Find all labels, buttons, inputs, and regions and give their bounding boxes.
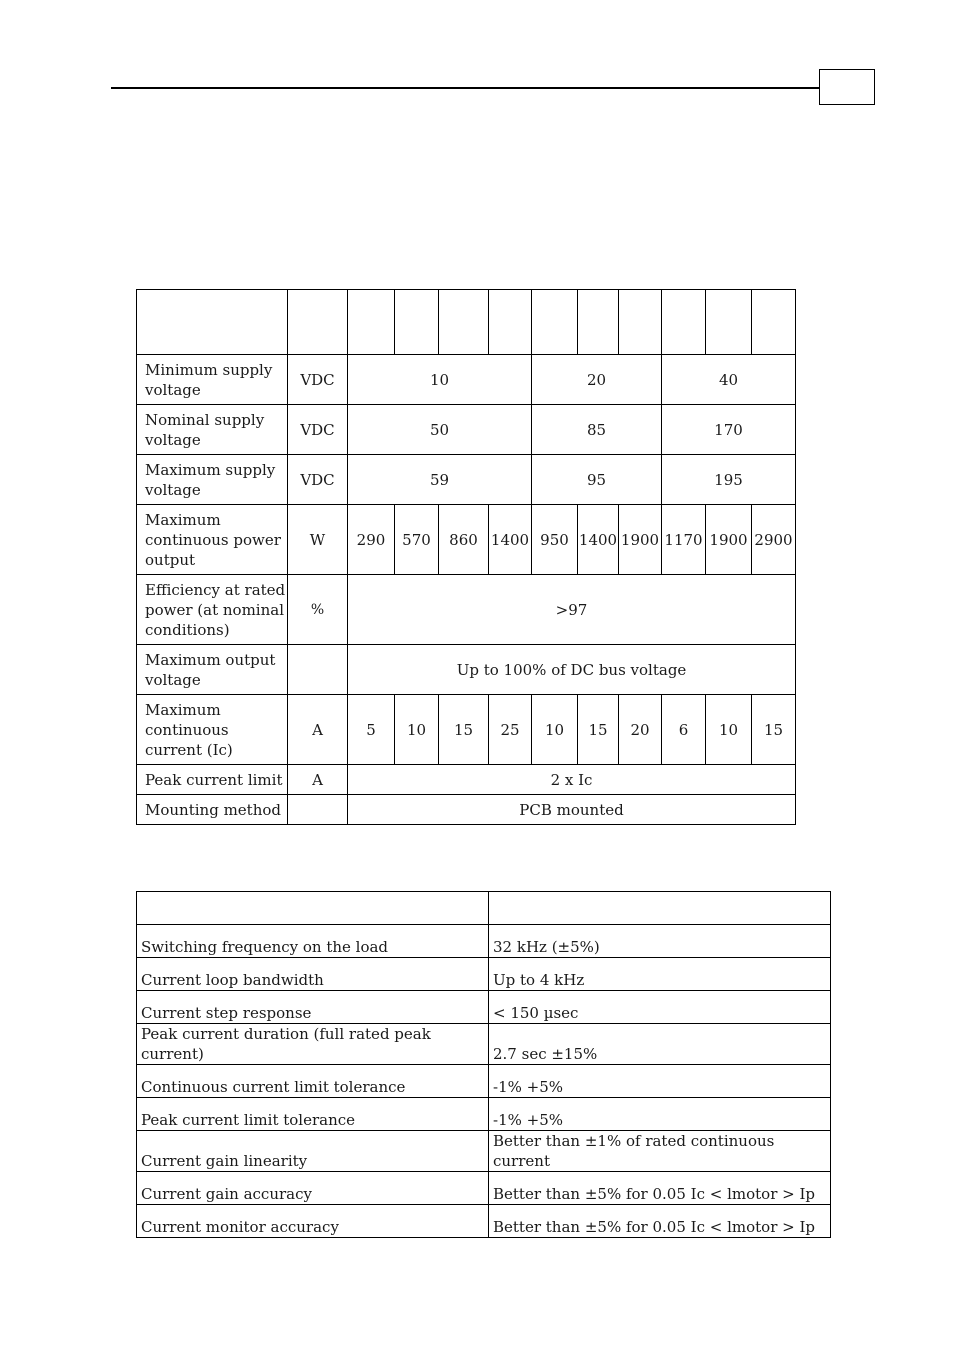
row-label: Maximum output voltage bbox=[137, 645, 288, 695]
value-cell: 85 bbox=[532, 405, 662, 455]
value-cell: PCB mounted bbox=[348, 795, 796, 825]
table-row bbox=[137, 1024, 831, 1065]
header-cell bbox=[137, 290, 288, 355]
value-cell: 20 bbox=[619, 695, 662, 765]
value-cell: 1400 bbox=[489, 505, 532, 575]
value-cell: 2 x Ic bbox=[348, 765, 796, 795]
table-row bbox=[137, 355, 796, 405]
value-cell: 95 bbox=[532, 455, 662, 505]
unit-cell: % bbox=[288, 575, 348, 645]
row-label: Maximum continuous current (Ic) bbox=[137, 695, 288, 765]
header-cell bbox=[578, 290, 619, 355]
table-row bbox=[137, 455, 796, 505]
value-cell: 570 bbox=[395, 505, 439, 575]
table-row bbox=[137, 505, 796, 575]
value-cell: 59 bbox=[348, 455, 532, 505]
value-cell: 25 bbox=[489, 695, 532, 765]
value-cell: 10 bbox=[706, 695, 752, 765]
row-label: Minimum supply voltage bbox=[137, 355, 288, 405]
table-row bbox=[137, 795, 796, 825]
value-cell: 15 bbox=[439, 695, 489, 765]
row-label: Maximum supply voltage bbox=[137, 455, 288, 505]
header-cell bbox=[395, 290, 439, 355]
feature-cell: Continuous current limit tolerance bbox=[137, 1065, 489, 1098]
table-row bbox=[137, 695, 796, 765]
unit-cell bbox=[288, 645, 348, 695]
value-cell: 860 bbox=[439, 505, 489, 575]
value-cell: Up to 100% of DC bus voltage bbox=[348, 645, 796, 695]
value-cell: 32 kHz (±5%) bbox=[489, 925, 831, 958]
value-cell: 2900 bbox=[752, 505, 796, 575]
feature-cell: Current monitor accuracy bbox=[137, 1205, 489, 1238]
value-cell: Better than ±1% of rated continuous current bbox=[489, 1131, 831, 1172]
header-cell bbox=[752, 290, 796, 355]
table-row bbox=[137, 958, 831, 991]
header-rule bbox=[111, 87, 819, 89]
header-cell bbox=[619, 290, 662, 355]
value-cell: -1% +5% bbox=[489, 1065, 831, 1098]
header-cell bbox=[662, 290, 706, 355]
value-cell: 20 bbox=[532, 355, 662, 405]
feature-cell: Current step response bbox=[137, 991, 489, 1024]
value-cell: Better than ±5% for 0.05 Ic < lmotor > Ip bbox=[489, 1205, 831, 1238]
table-row bbox=[137, 1131, 831, 1172]
header-cell bbox=[348, 290, 395, 355]
header-cell bbox=[532, 290, 578, 355]
table-row bbox=[137, 765, 796, 795]
unit-cell: VDC bbox=[288, 355, 348, 405]
table-row bbox=[137, 575, 796, 645]
header-cell bbox=[489, 892, 831, 925]
table-row bbox=[137, 1065, 831, 1098]
feature-cell: Peak current limit tolerance bbox=[137, 1098, 489, 1131]
value-cell: 15 bbox=[578, 695, 619, 765]
table-row bbox=[137, 1205, 831, 1238]
value-cell: 1900 bbox=[619, 505, 662, 575]
table-row bbox=[137, 405, 796, 455]
feature-cell: Current gain linearity bbox=[137, 1131, 489, 1172]
header-cell bbox=[489, 290, 532, 355]
value-cell: Up to 4 kHz bbox=[489, 958, 831, 991]
value-cell: 10 bbox=[532, 695, 578, 765]
row-label: Nominal supply voltage bbox=[137, 405, 288, 455]
table-row bbox=[137, 645, 796, 695]
feature-cell: Switching frequency on the load bbox=[137, 925, 489, 958]
value-cell: 170 bbox=[662, 405, 796, 455]
value-cell: 15 bbox=[752, 695, 796, 765]
value-cell: 195 bbox=[662, 455, 796, 505]
header-cell bbox=[439, 290, 489, 355]
table-row bbox=[137, 1172, 831, 1205]
value-cell: 5 bbox=[348, 695, 395, 765]
value-cell: 6 bbox=[662, 695, 706, 765]
value-cell: 1900 bbox=[706, 505, 752, 575]
header-cell bbox=[137, 892, 489, 925]
ratings-header-row bbox=[137, 290, 796, 355]
value-cell: Better than ±5% for 0.05 Ic < lmotor > Ip bbox=[489, 1172, 831, 1205]
feature-cell: Current gain accuracy bbox=[137, 1172, 489, 1205]
ratings-table bbox=[136, 289, 796, 825]
value-cell: < 150 µsec bbox=[489, 991, 831, 1024]
value-cell: 1400 bbox=[578, 505, 619, 575]
page-number-box bbox=[819, 69, 875, 105]
unit-cell: A bbox=[288, 765, 348, 795]
unit-cell: VDC bbox=[288, 455, 348, 505]
row-label: Mounting method bbox=[137, 795, 288, 825]
performance-table bbox=[136, 891, 831, 1238]
row-label: Maximum continuous power output bbox=[137, 505, 288, 575]
table-row bbox=[137, 925, 831, 958]
value-cell: 10 bbox=[348, 355, 532, 405]
unit-cell: A bbox=[288, 695, 348, 765]
row-label: Efficiency at rated power (at nominal conditions) bbox=[137, 575, 288, 645]
table-row bbox=[137, 1098, 831, 1131]
value-cell: 40 bbox=[662, 355, 796, 405]
value-cell: 290 bbox=[348, 505, 395, 575]
feature-cell: Peak current duration (full rated peak current) bbox=[137, 1024, 489, 1065]
value-cell: 950 bbox=[532, 505, 578, 575]
value-cell: -1% +5% bbox=[489, 1098, 831, 1131]
unit-cell: W bbox=[288, 505, 348, 575]
value-cell: 50 bbox=[348, 405, 532, 455]
unit-cell: VDC bbox=[288, 405, 348, 455]
unit-cell bbox=[288, 795, 348, 825]
header-cell bbox=[706, 290, 752, 355]
row-label: Peak current limit bbox=[137, 765, 288, 795]
value-cell: 2.7 sec ±15% bbox=[489, 1024, 831, 1065]
feature-cell: Current loop bandwidth bbox=[137, 958, 489, 991]
header-cell bbox=[288, 290, 348, 355]
performance-header-row bbox=[137, 892, 831, 925]
value-cell: >97 bbox=[348, 575, 796, 645]
table-row bbox=[137, 991, 831, 1024]
value-cell: 10 bbox=[395, 695, 439, 765]
value-cell: 1170 bbox=[662, 505, 706, 575]
